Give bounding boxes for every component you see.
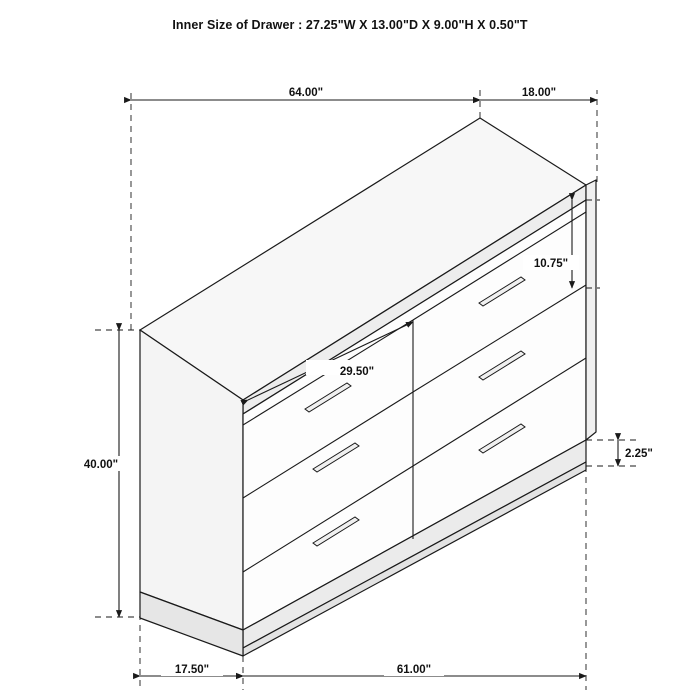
dimension-label-top-depth: 18.00" xyxy=(521,87,557,99)
dimension-label-diagonal-depth: 29.50" xyxy=(339,366,375,378)
dimension-overall-height xyxy=(73,330,129,617)
dresser-body xyxy=(140,118,596,656)
dresser-right-side xyxy=(586,180,596,440)
dimension-label-right-drawer-height: 10.75" xyxy=(533,258,569,270)
dimension-top-width xyxy=(131,84,480,100)
dimension-base-height xyxy=(618,440,653,466)
dimension-label-base-height: 2.25" xyxy=(625,448,653,460)
dimension-label-top-width: 64.00" xyxy=(288,87,324,99)
dimension-label-bottom-front-width: 61.00" xyxy=(396,664,432,676)
dimension-label-overall-height: 40.00" xyxy=(83,459,119,471)
dimension-bottom-front-width xyxy=(243,661,586,676)
page-title: Inner Size of Drawer : 27.25"W X 13.00"D X 9.00"H X 0.50"T xyxy=(172,18,528,32)
dimension-label-bottom-left-depth: 17.50" xyxy=(174,664,210,676)
dimension-top-depth xyxy=(480,84,597,100)
dimension-bottom-left-depth xyxy=(140,661,243,676)
